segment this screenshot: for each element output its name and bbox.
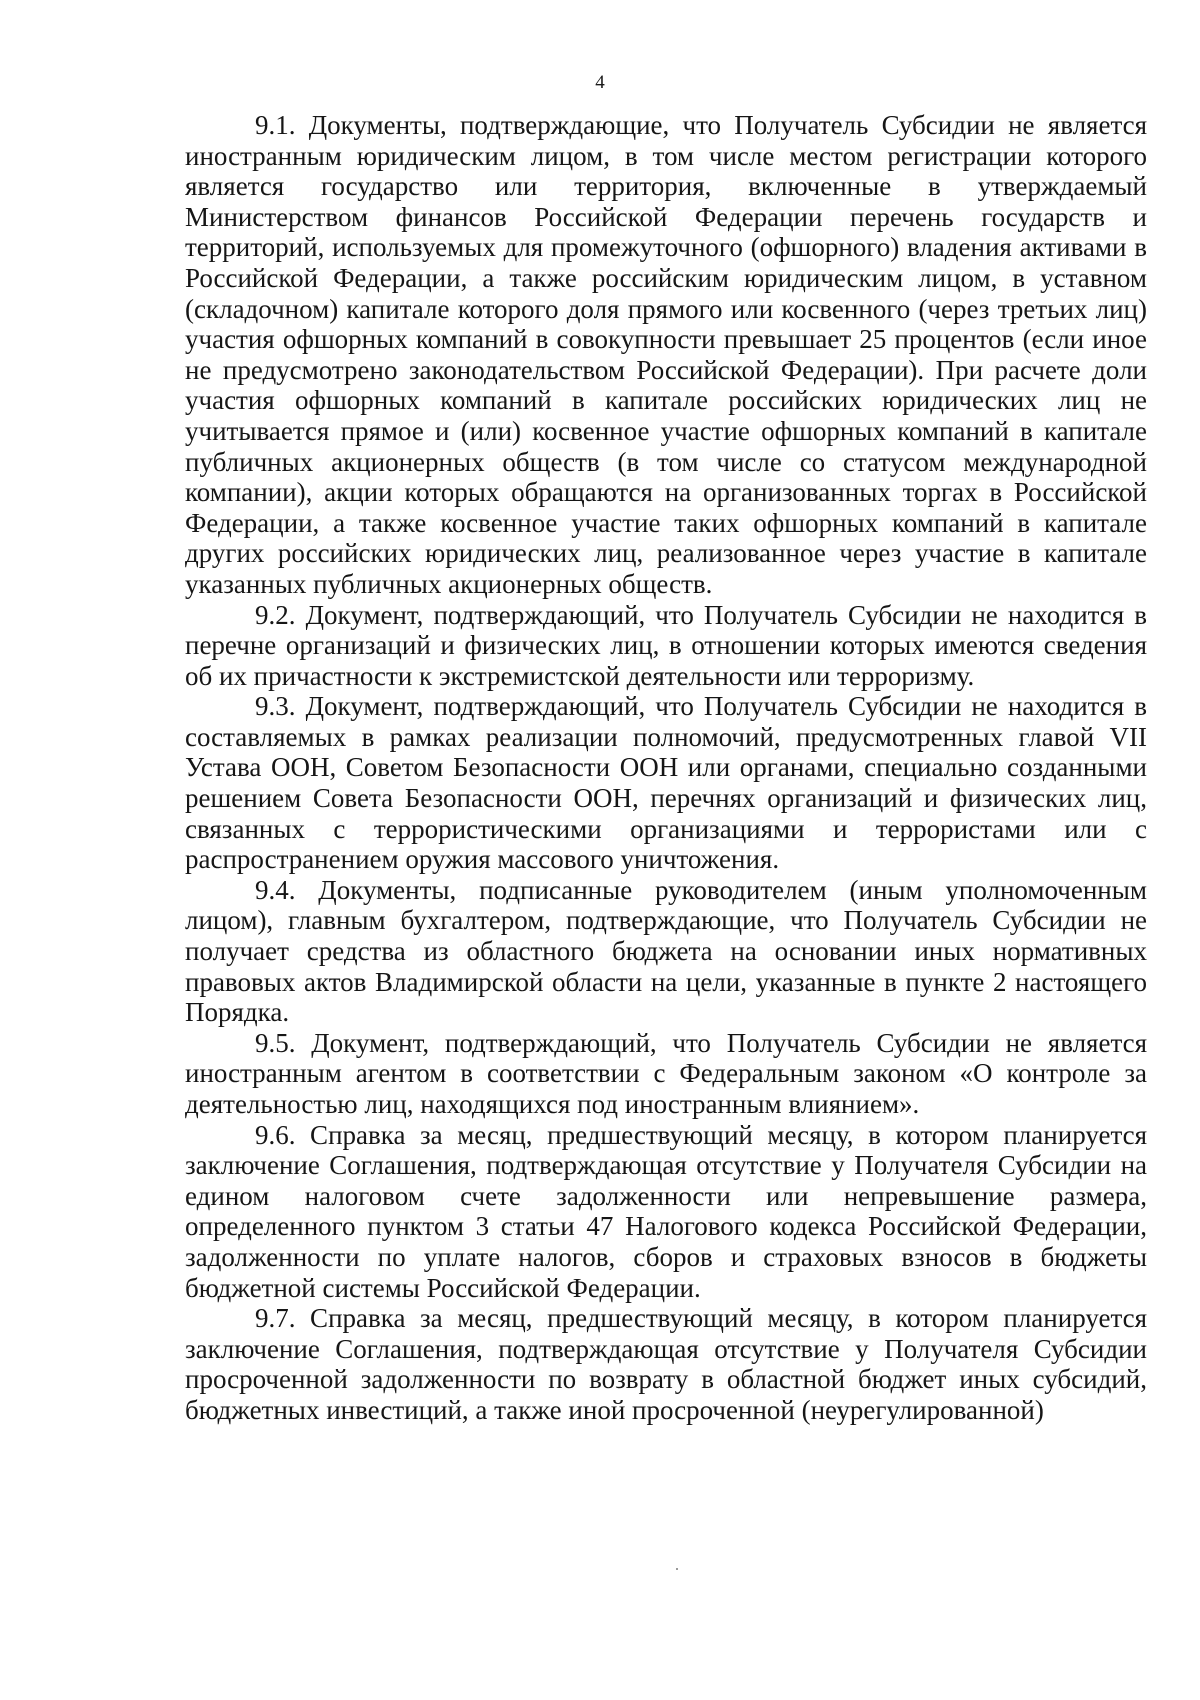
paragraph-9-3: 9.3. Документ, подтверждающий, что Получатель Субсидии не находится в составляемых в рамках реализации полномочий, предусмотренных главой VII Устава ООН, Советом Безопасности ООН или органами, специально созданными решением Совета Безопасности ООН, перечнях организаций и физических лиц, связанных с террористическими организациями и террористами или с распространением оружия массового уничтожения.: [185, 691, 1147, 875]
paragraph-9-1: 9.1. Документы, подтверждающие, что Получатель Субсидии не является иностранным юридическим лицом, в том числе местом регистрации которого является государство или территория, включенные в утверждаемый Министерством финансов Российской Федерации перечень государств и территорий, используемых для промежуточного (офшорного) владения активами в Российской Федерации, а также российским юридическим лицом, в уставном (складочном) капитале которого доля прямого или косвенного (через третьих лиц) участия офшорных компаний в совокупности превышает 25 процентов (если иное не предусмотрено законодательством Российской Федерации). При расчете доли участия офшорных компаний в капитале российских юридических лиц не учитывается прямое и (или) косвенное участие офшорных компаний в капитале публичных акционерных обществ (в том числе со статусом международной компании), акции которых обращаются на организованных торгах в Российской Федерации, а также косвенное участие таких офшорных компаний в капитале других российских юридических лиц, реализованное через участие в капитале указанных публичных акционерных обществ.: [185, 110, 1147, 599]
paragraph-9-2: 9.2. Документ, подтверждающий, что Получатель Субсидии не находится в перечне организаций и физических лиц, в отношении которых имеются сведения об их причастности к экстремистской деятельности или терроризму.: [185, 599, 1147, 691]
paragraph-9-4: 9.4. Документы, подписанные руководителем (иным уполномоченным лицом), главным бухгалтером, подтверждающие, что Получатель Субсидии не получает средства из областного бюджета на основании иных нормативных правовых актов Владимирской области на цели, указанные в пункте 2 настоящего Порядка.: [185, 874, 1147, 1028]
paragraph-9-7: 9.7. Справка за месяц, предшествующий месяцу, в котором планируется заключение Соглашения, подтверждающая отсутствие у Получателя Субсидии просроченной задолженности по возврату в областной бюджет иных субсидий, бюджетных инвестиций, а также иной просроченной (неурегулированной): [185, 1303, 1147, 1425]
scan-speck: [676, 1568, 678, 1570]
document-body: [185, 110, 1147, 1426]
paragraph-9-6: 9.6. Справка за месяц, предшествующий месяцу, в котором планируется заключение Соглашения, подтверждающая отсутствие у Получателя Субсидии на едином налоговом счете задолженности или непревышение размера, определенного пунктом 3 статьи 47 Налогового кодекса Российской Федерации, задолженности по уплате налогов, сборов и страховых взносов в бюджеты бюджетной системы Российской Федерации.: [185, 1119, 1147, 1303]
paragraph-9-5: 9.5. Документ, подтверждающий, что Получатель Субсидии не является иностранным агентом в соответствии с Федеральным законом «О контроле за деятельностью лиц, находящихся под иностранным влиянием».: [185, 1027, 1147, 1119]
page-number: 4: [595, 72, 605, 93]
